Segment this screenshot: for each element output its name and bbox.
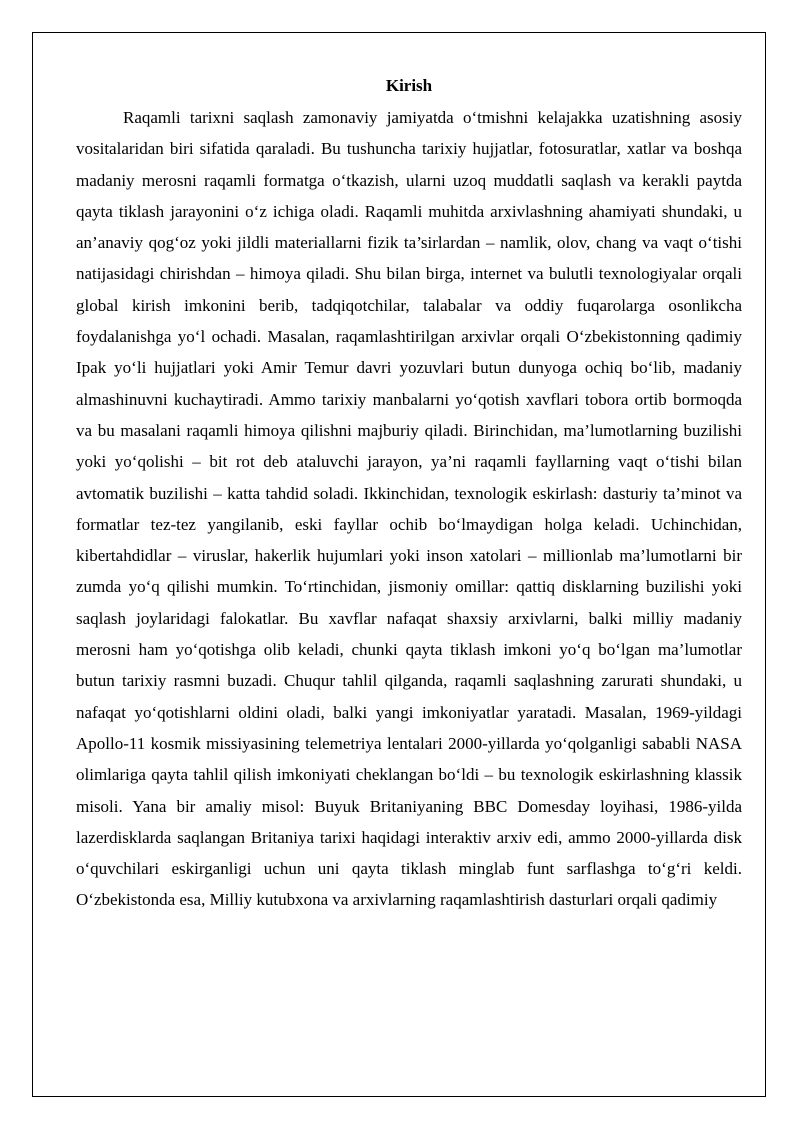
document-body [76, 74, 742, 916]
document-heading: Kirish [385, 76, 433, 95]
body-paragraph: Raqamli tarixni saqlash zamonaviy jamiyatda o‘tmishni kelajakka uzatishning asosiy vositalaridan biri sifatida qaraladi. Bu tushuncha tarixiy hujjatlar, fotosuratlar, xatlar va boshqa madaniy merosni raqamli formatga o‘tkazish, ularni uzoq muddatli saqlash va kerakli paytda qayta tiklash jarayonini o‘z ichiga oladi. Raqamli muhitda arxivlashning ahamiyati shundaki, u an’anaviy qog‘oz yoki jildli materiallarni fizik ta’sirlardan – namlik, olov, chang va vaqt o‘tishi natijasidagi chirishdan – himoya qiladi. Shu bilan birga, internet va bulutli texnologiyalar orqali global kirish imkonini berib, tadqiqotchilar, talabalar va oddiy fuqarolarga osonlikcha foydalanishga yo‘l ochadi. Masalan, raqamlashtirilgan arxivlar orqali O‘zbekistonning qadimiy Ipak yo‘li hujjatlari yoki Amir Temur davri yozuvlari butun dunyoga ochiq bo‘lib, madaniy almashinuvni kuchaytiradi. Ammo tarixiy manbalarni yo‘qotish xavflari tobora ortib bormoqda va bu masalani raqamli himoya qilishni majburiy qiladi. Birinchidan, ma’lumotlarning buzilishi yoki yo‘qolishi – bit rot deb ataluvchi jarayon, ya’ni raqamli fayllarning vaqt o‘tishi bilan avtomatik buzilishi – katta tahdid soladi. Ikkinchidan, texnologik eskirlash: dasturiy ta’minot va formatlar tez-tez yangilanib, eski fayllar ochib bo‘lmaydigan holga keladi. Uchinchidan, kibertahdidlar – viruslar, hakerlik hujumlari yoki inson xatolari – millionlab ma’lumotlarni bir zumda yo‘q qilishi mumkin. To‘rtinchidan, jismoniy omillar: qattiq disklarning buzilishi yoki saqlash joylaridagi falokatlar. Bu xavflar nafaqat shaxsiy arxivlarni, balki milliy madaniy merosni ham yo‘qotishga olib keladi, chunki qayta tiklash imkoni yo‘q bo‘lgan ma’lumotlar butun tarixiy rasmni buzadi. Chuqur tahlil qilganda, raqamli saqlashning zarurati shundaki, u nafaqat yo‘qotishlarni oldini oladi, balki yangi imkoniyatlar yaratadi. Masalan, 1969-yildagi Apollo-11 kosmik missiyasining telemetriya lentalari 2000-yillarda yo‘qolganligi sababli NASA olimlariga qayta tahlil qilish imkoniyati cheklangan bo‘ldi – bu texnologik eskirlashning klassik misoli. Yana bir amaliy misol: Buyuk Britaniyaning BBC Domesday loyihasi, 1986-yilda lazerdisklarda saqlangan Britaniya tarixi haqidagi interaktiv arxiv edi, ammo 2000-yillarda disk o‘quvchilari eskirganligi uchun uni qayta tiklash minglab funt sarflashga to‘g‘ri keldi. O‘zbekistonda esa, Milliy kutubxona va arxivlarning raqamlashtirish dasturlari orqali qadimiy [76, 108, 742, 910]
